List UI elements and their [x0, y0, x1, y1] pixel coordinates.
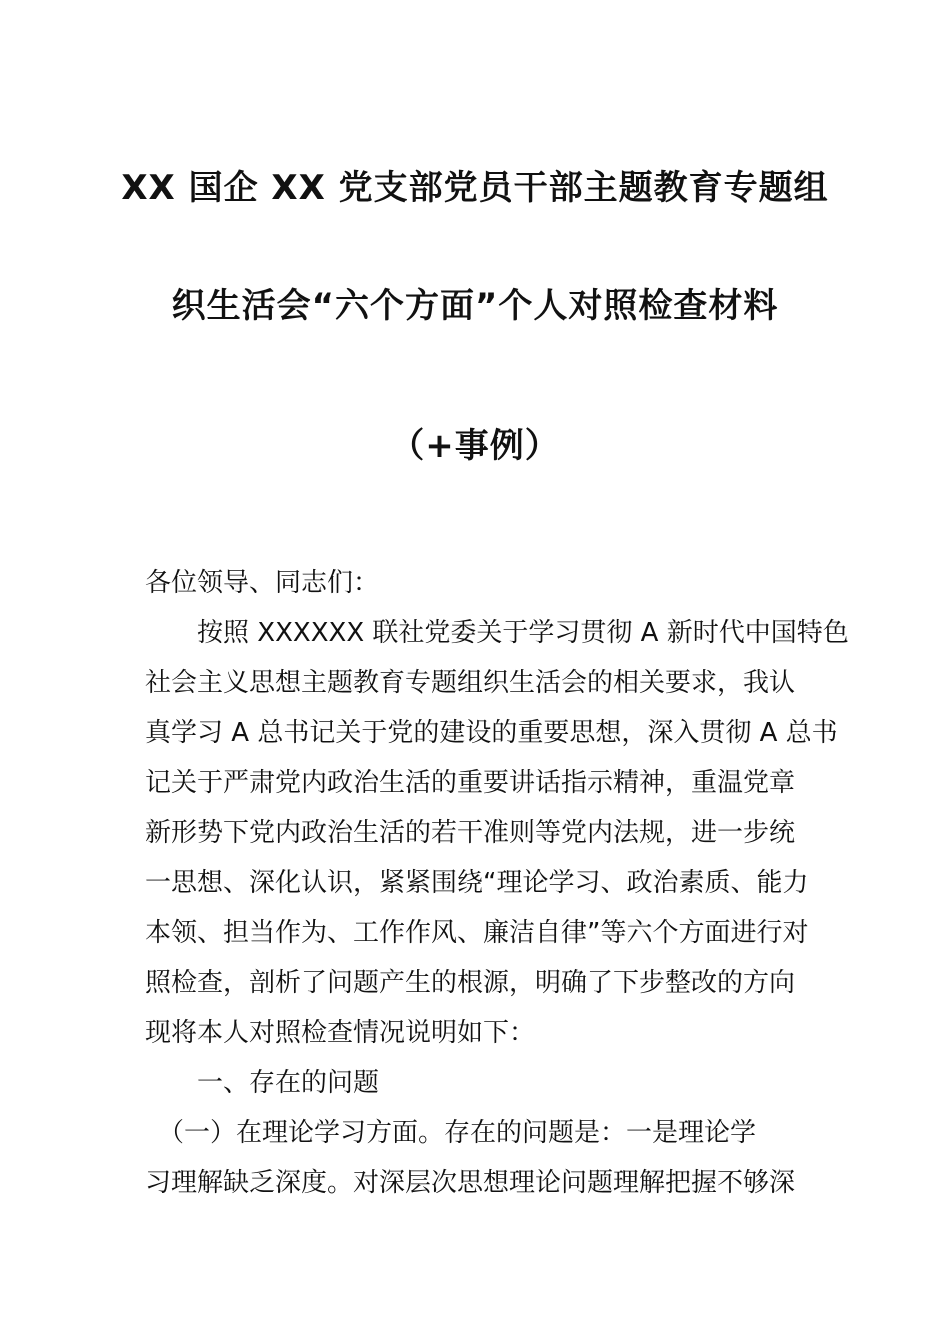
paragraph-line: 新形势下党内政治生活的若干准则等党内法规，进一步统: [145, 818, 796, 848]
intro-paragraph: [145, 608, 849, 1058]
paragraph-line: 现将本人对照检查情况说明如下：: [145, 1018, 536, 1048]
paragraph-line: 按照 XXXXXX 联社党委关于学习贯彻 A 新时代中国特色: [145, 618, 849, 648]
paragraph-line: 习理解缺乏深度。对深层次思想理论问题理解把握不够深: [145, 1168, 796, 1198]
paragraph-line: 记关于严肃党内政治生活的重要讲话指示精神，重温党章: [145, 768, 796, 798]
paragraph-line: （一）在理论学习方面。存在的问题是：一是理论学: [145, 1118, 757, 1148]
salutation: 各位领导、同志们：: [145, 568, 380, 598]
document-title-line-1: XX 国企 XX 党支部党员干部主题教育专题组: [121, 168, 829, 208]
paragraph-line: 照检查，剖析了问题产生的根源，明确了下步整改的方向: [145, 968, 796, 998]
paragraph-line: 真学习 A 总书记关于党的建设的重要思想，深入贯彻 A 总书: [145, 718, 838, 748]
paragraph-line: 本领、担当作为、工作作风、廉洁自律”等六个方面进行对: [145, 918, 809, 948]
document-title-line-2: 织生活会“六个方面”个人对照检查材料: [171, 286, 779, 326]
issues-paragraph: [145, 1108, 805, 1208]
paragraph-line: 一思想、深化认识，紧紧围绕“理论学习、政治素质、能力: [145, 868, 809, 898]
document-title-line-3: （+事例）: [390, 426, 560, 466]
paragraph-line: 社会主义思想主题教育专题组织生活会的相关要求，我认: [145, 668, 796, 698]
section-heading: 一、存在的问题: [197, 1068, 380, 1098]
